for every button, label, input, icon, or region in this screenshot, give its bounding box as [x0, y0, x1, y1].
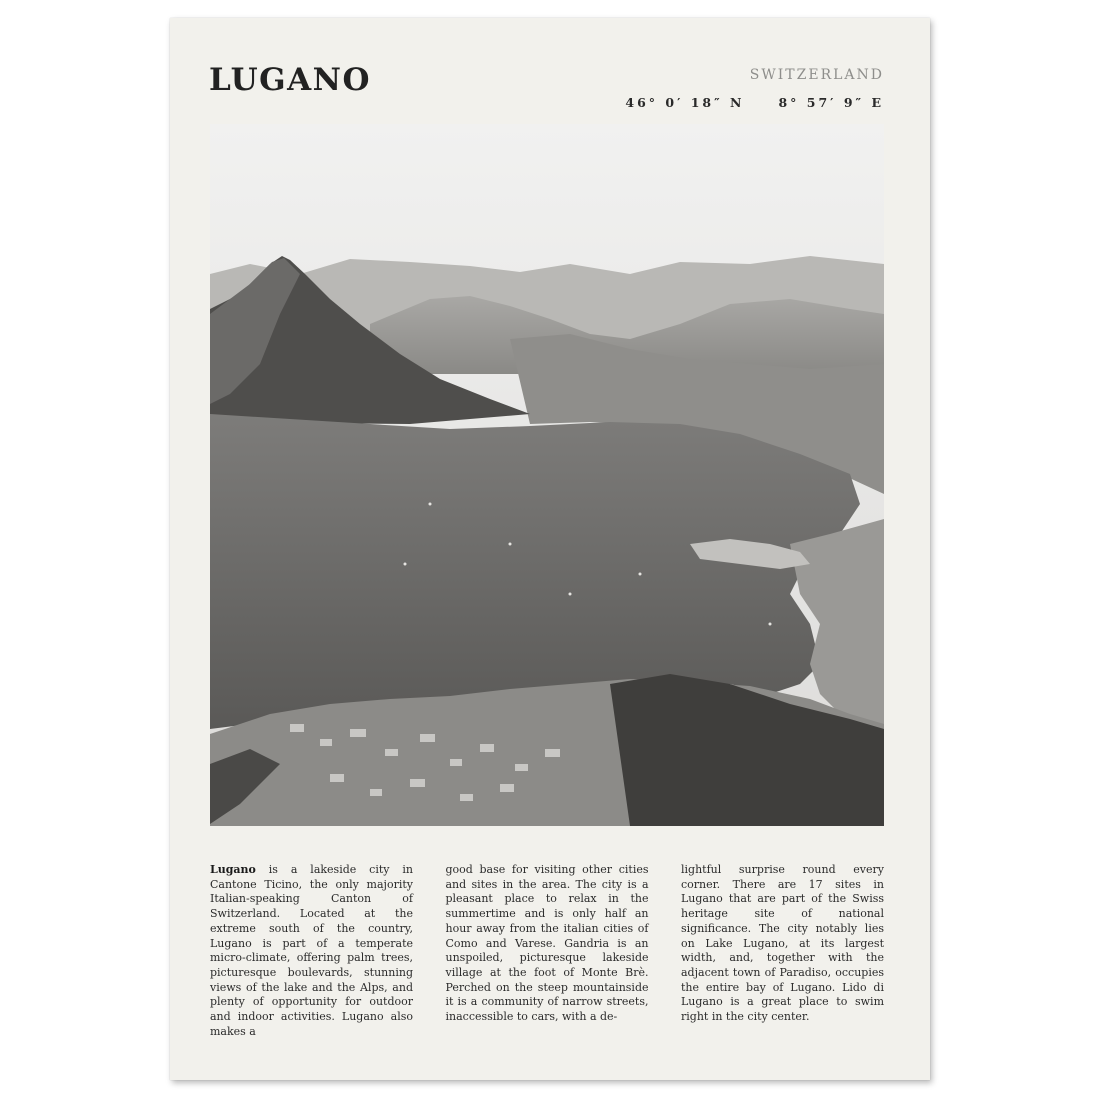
country-label: SWITZERLAND [749, 67, 884, 83]
city-title: LUGANO [209, 62, 372, 98]
latitude: 46° 0′ 18″ N [625, 95, 745, 110]
coordinates [625, 95, 884, 111]
longitude: 8° 57′ 9″ E [778, 95, 884, 110]
article-column-2: good base for visiting other cities and sites in the area. The city is a pleasant place to relax in the summertime and is only half an hour away from the italian cities of Como and Varese. Gandria is an unspoiled, picturesque lakeside village at the foot of Monte Brè. Perched on the steep mountainside it is a community of narrow streets, inaccessible to cars, with a de- [445, 863, 649, 1024]
article-column-1 [210, 863, 413, 1039]
article-column-3: lightful surprise round every corner. There are 17 sites in Lugano that are part of the Swiss heritage site of national significance. The city notably lies on Lake Lugano, at its largest width, and, together with the adjacent town of Paradiso, occupies the entire bay of Lugano. Lido di Lugano is a great place to swim right in the city center. [681, 863, 884, 1024]
column-1-text: is a lakeside city in Cantone Ticino, the only majority Italian-speaking Canton of Switzerland. Located at the extreme south of the country, Lugano is part of a temperate micro-climate, offering palm trees, picturesque boulevards, stunning views of the lake and the Alps, and plenty of opportunity for outdoor and indoor activities. Lugano also makes a [210, 863, 413, 1038]
lead-word: Lugano [210, 863, 256, 876]
poster [170, 18, 930, 1080]
lake-lugano [210, 414, 860, 729]
article-columns [210, 863, 884, 1039]
lake-landscape-photo [210, 124, 884, 826]
